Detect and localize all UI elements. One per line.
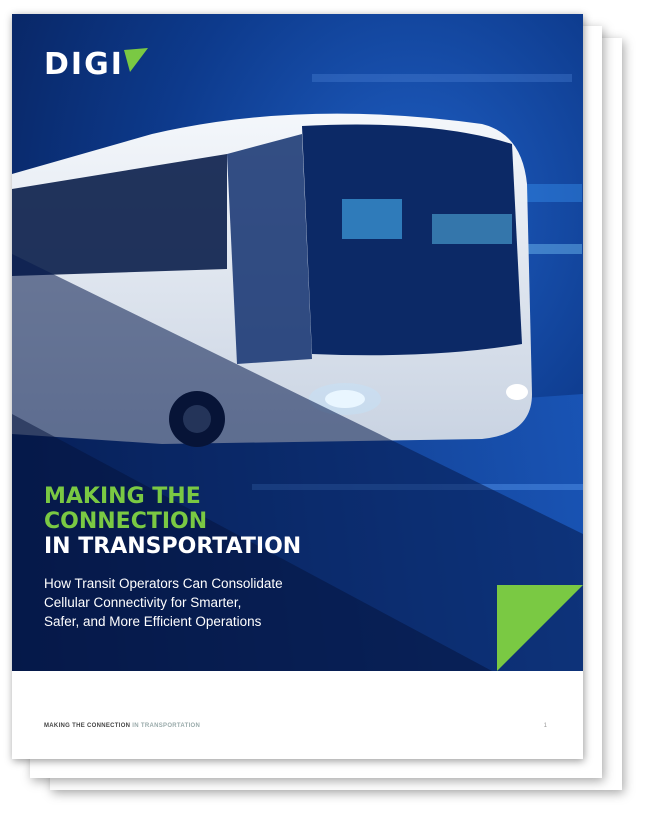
green-corner-triangle (497, 585, 583, 671)
subtitle-line-2: Cellular Connectivity for Smarter, (44, 595, 242, 610)
page-number: 1 (543, 723, 547, 729)
subtitle-line-3: Safer, and More Efficient Operations (44, 614, 262, 629)
check-mark-icon (124, 48, 148, 72)
cover-title (44, 484, 301, 559)
title-line-1: MAKING THE (44, 484, 201, 509)
title-line-3: IN TRANSPORTATION (44, 534, 302, 559)
bus-illustration (12, 14, 583, 671)
footer-label-light: IN TRANSPORTATION (132, 723, 201, 729)
subtitle-line-1: How Transit Operators Can Consolidate (44, 576, 283, 591)
digi-logo: DIGI (44, 47, 124, 82)
page-footer (44, 723, 200, 729)
footer-label-dark: MAKING THE CONNECTION (44, 723, 131, 729)
front-page (12, 14, 583, 759)
cover-image (12, 14, 583, 671)
cover-subtitle (44, 574, 364, 631)
title-line-2: CONNECTION (44, 509, 208, 534)
